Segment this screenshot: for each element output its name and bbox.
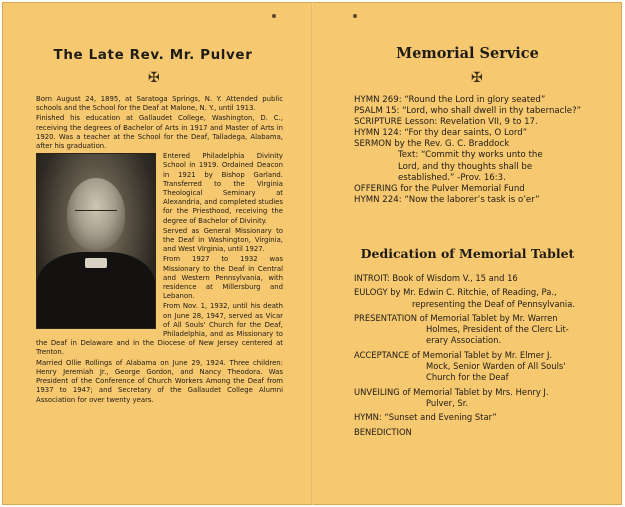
dedication-line: erary Association.	[426, 335, 502, 346]
dedication-title: Dedication of Memorial Tablet	[360, 246, 575, 261]
service-item: HYMN 269: “Round the Lord in glory seated”	[354, 95, 546, 105]
dedication-order	[354, 273, 616, 441]
bio-paragraph: Served as General Missionary to the Deaf in Washington, Virginia, and West Virginia, until 1927.	[163, 226, 283, 254]
punch-hole-right	[353, 14, 357, 18]
biography-text	[36, 95, 283, 406]
sermon-text-line: Lord, and thy thoughts shall be	[398, 161, 533, 172]
service-order	[354, 95, 616, 206]
sermon-text-line: Text: “Commit thy works unto the	[398, 150, 543, 161]
dedication-item	[354, 412, 616, 423]
dedication-line: Pulver, Sr.	[426, 397, 469, 408]
dedication-line: representing the Deaf of Pennsylvania.	[412, 298, 576, 309]
dedication-line: HYMN: “Sunset and Evening Star”	[354, 412, 497, 423]
bio-paragraph: Finished his education at Gallaudet College, Washington, D. C., receiving the degrees of Bachelor of Arts in 1917 and Master of Arts in 1920. Was a teacher at the School for the Deaf, Talladega, Alabama, after his graduation.	[36, 114, 283, 151]
center-fold	[311, 2, 313, 505]
dedication-item	[354, 287, 616, 310]
dedication-line: Holmes, President of the Clerc Lit-	[426, 324, 569, 335]
dedication-line: Mock, Senior Warden of All Souls'	[426, 361, 566, 372]
punch-hole-left	[272, 14, 276, 18]
dedication-line: Church for the Deaf	[426, 372, 509, 383]
service-item: HYMN 224: “Now the laborer’s task is o’er”	[354, 194, 540, 205]
cross-icon: ✠	[148, 70, 160, 86]
dedication-item	[354, 350, 616, 384]
portrait-photo	[36, 153, 156, 329]
dedication-item	[354, 427, 616, 438]
dedication-line: BENEDICTION	[354, 426, 412, 437]
bio-paragraph: From 1927 to 1932 was Missionary to the Deaf in Central and Western Pennsylvania, with residence at Millersburg and Lebanon.	[163, 255, 283, 301]
dedication-line: ACCEPTANCE of Memorial Tablet by Mr. Elmer J.	[354, 349, 553, 360]
service-item: HYMN 124: “For thy dear saints, O Lord”	[354, 128, 528, 139]
sermon-text-line: established.” -Prov. 16:3.	[398, 172, 506, 183]
dedication-line: INTROIT: Book of Wisdom V., 15 and 16	[354, 273, 518, 283]
dedication-item	[354, 313, 616, 347]
dedication-line: PRESENTATION of Memorial Tablet by Mr. Warren	[354, 312, 558, 323]
dedication-line: UNVEILING of Memorial Tablet by Mrs. Henry J.	[354, 386, 549, 397]
dedication-item	[354, 273, 616, 284]
bio-paragraph: From Nov. 1, 1932, until his death on June 28, 1947, served as Vicar of All Souls' Church for the Deaf, Philadelphia, and as Missionary to the Deaf in Delaware and in the Diocese of New Jersey centered at Trenton.	[36, 302, 283, 357]
service-title: Memorial Service	[396, 45, 539, 62]
bio-paragraph: Born August 24, 1895, at Saratoga Springs, N. Y. Attended public schools and the School for the Deaf at Malone, N. Y., until 1913.	[36, 95, 283, 113]
service-item: SCRIPTURE Lesson: Revelation VII, 9 to 17.	[354, 117, 538, 128]
dedication-item	[354, 387, 616, 410]
cross-icon: ✠	[471, 70, 483, 86]
service-item: SERMON by the Rev. G. C. Braddock	[354, 139, 510, 150]
dedication-line: EULOGY by Mr. Edwin C. Ritchie, of Reading, Pa.,	[354, 287, 557, 298]
service-item: PSALM 15: “Lord, who shall dwell in thy tabernacle?”	[354, 106, 582, 117]
service-item: OFFERING for the Pulver Memorial Fund	[354, 183, 525, 194]
bio-paragraph: Entered Philadelphia Divinity School in 1919. Ordained Deacon in 1921 by Bishop Garland. Transferred to the Virginia Theological Seminary at Alexandria, and completed studies for the Priesthood, receiving the degree of Bachelor of Divinity.	[163, 152, 283, 225]
bio-paragraph: Married Ollie Rollings of Alabama on June 29, 1924. Three children: Henry Jeremiah Jr., George Gordon, and Nancy Theodora. Was President of the Conference of Church Workers Among the Deaf from 1937 to 1947; and Secretary of the Gallaudet College Alumni Association for over twenty years.	[36, 358, 283, 404]
obituary-title: The Late Rev. Mr. Pulver	[53, 47, 253, 63]
